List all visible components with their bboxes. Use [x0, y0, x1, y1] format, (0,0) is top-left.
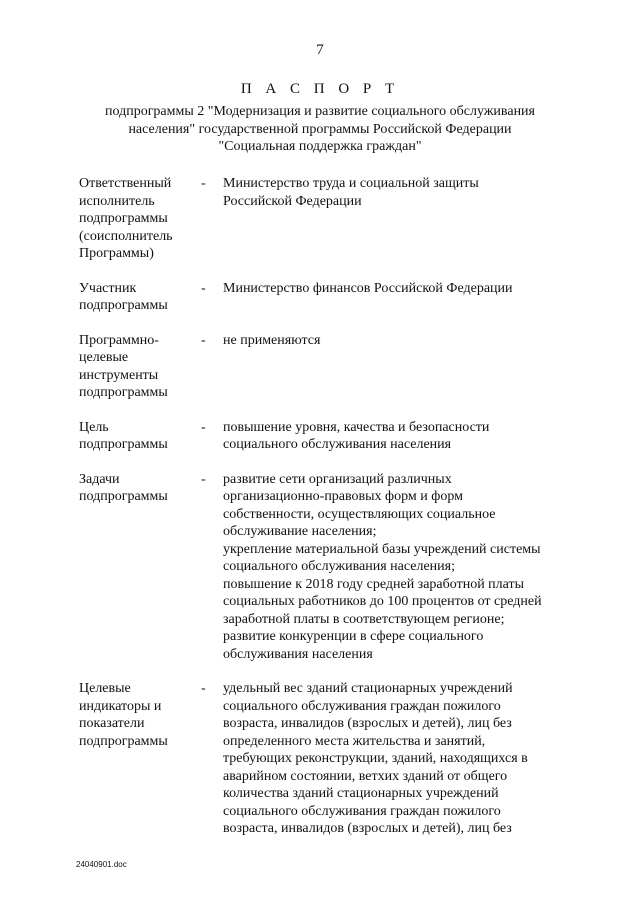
- label-line: инструменты: [79, 367, 159, 383]
- label-line: индикаторы и: [79, 698, 162, 714]
- row-dash: -: [201, 471, 206, 487]
- passport-row-target-indicators: [79, 680, 579, 838]
- label-line: подпрограммы: [79, 298, 168, 313]
- row-label: [79, 471, 201, 506]
- page-number: 7: [316, 42, 324, 58]
- value-line: не применяются: [223, 332, 321, 348]
- row-label: [79, 332, 201, 402]
- value-line: организационно-правовых форм и форм: [223, 489, 463, 504]
- passport-row-goal: [79, 419, 579, 454]
- label-line: исполнитель: [79, 193, 155, 209]
- value-line: заработной платы в соответствующем регионе;: [223, 611, 505, 627]
- row-value: [223, 280, 579, 298]
- value-line: повышение уровня, качества и безопасности: [223, 419, 490, 435]
- value-line: развитие конкуренции в сфере социального: [223, 629, 484, 644]
- label-line: Целевые: [79, 681, 131, 696]
- row-dash: -: [201, 419, 206, 435]
- subtitle-line: "Социальная поддержка граждан": [218, 139, 422, 154]
- value-line: определенного места жительства и занятий,: [223, 733, 486, 749]
- value-line: развитие сети организаций различных: [223, 471, 452, 487]
- row-label: [79, 280, 201, 315]
- row-label: [79, 419, 201, 454]
- passport-row-responsible-executor: [79, 175, 579, 263]
- value-line: возраста, инвалидов (взрослых и детей), лиц без: [223, 821, 512, 836]
- document-title: П А С П О Р Т: [240, 81, 400, 97]
- value-line: количества зданий стационарных учреждений: [223, 786, 499, 801]
- label-line: подпрограммы: [79, 385, 168, 400]
- label-line: (соисполнитель: [79, 228, 173, 244]
- value-line: укрепление материальной базы учреждений системы: [223, 541, 541, 557]
- value-line: повышение к 2018 году средней заработной платы: [223, 576, 525, 592]
- value-line: возраста, инвалидов (взрослых и детей), лиц без: [223, 716, 512, 731]
- label-line: подпрограммы: [79, 211, 168, 226]
- row-value: [223, 332, 579, 350]
- value-line: социального обслуживания граждан пожилого: [223, 803, 501, 819]
- label-line: Участник: [79, 280, 137, 296]
- row-value: [223, 471, 579, 664]
- label-line: целевые: [79, 350, 129, 365]
- value-line: аварийном состоянии, ветхих зданий от общего: [223, 768, 508, 784]
- value-line: социального обслуживания населения: [223, 437, 452, 452]
- subtitle-line: населения" государственной программы Российской Федерации: [128, 121, 512, 137]
- passport-row-tasks: [79, 471, 579, 664]
- value-line: социального обслуживания граждан пожилого: [223, 698, 501, 714]
- passport-row-program-instruments: [79, 332, 579, 402]
- subtitle-line: подпрограммы 2 "Модернизация и развитие социального обслуживания: [104, 104, 535, 119]
- value-line: обслуживание населения;: [223, 524, 377, 539]
- row-dash: -: [201, 681, 206, 696]
- value-line: социальных работников до 100 процентов от средней: [223, 594, 542, 609]
- row-label: [79, 680, 201, 750]
- value-line: Министерство труда и социальной защиты: [223, 176, 479, 191]
- passport-row-participant: [79, 280, 579, 315]
- label-line: подпрограммы: [79, 437, 168, 452]
- document-file-code: 24040901.doc: [76, 860, 127, 869]
- value-line: социального обслуживания населения;: [223, 559, 455, 574]
- row-value: [223, 175, 579, 210]
- value-line: требующих реконструкции, зданий, находящихся в: [223, 751, 528, 766]
- label-line: Задачи: [79, 471, 120, 487]
- row-label: [79, 175, 201, 263]
- row-dash: -: [201, 176, 206, 191]
- label-line: Программно-: [79, 332, 159, 348]
- row-dash: -: [201, 280, 206, 296]
- value-line: удельный вес зданий стационарных учреждений: [223, 681, 513, 696]
- value-line: Министерство финансов Российской Федерации: [223, 280, 513, 296]
- label-line: подпрограммы: [79, 733, 168, 749]
- value-line: Российской Федерации: [223, 193, 362, 209]
- label-line: Программы): [79, 246, 154, 261]
- label-line: Ответственный: [79, 176, 172, 191]
- passport-table: [79, 175, 579, 838]
- label-line: Цель: [79, 419, 109, 435]
- row-value: [223, 419, 579, 454]
- value-line: собственности, осуществляющих социальное: [223, 506, 496, 522]
- document-subtitle: [60, 103, 580, 156]
- label-line: показатели: [79, 716, 145, 731]
- value-line: обслуживания населения: [223, 646, 373, 662]
- row-dash: -: [201, 332, 206, 348]
- label-line: подпрограммы: [79, 489, 168, 504]
- row-value: [223, 680, 579, 838]
